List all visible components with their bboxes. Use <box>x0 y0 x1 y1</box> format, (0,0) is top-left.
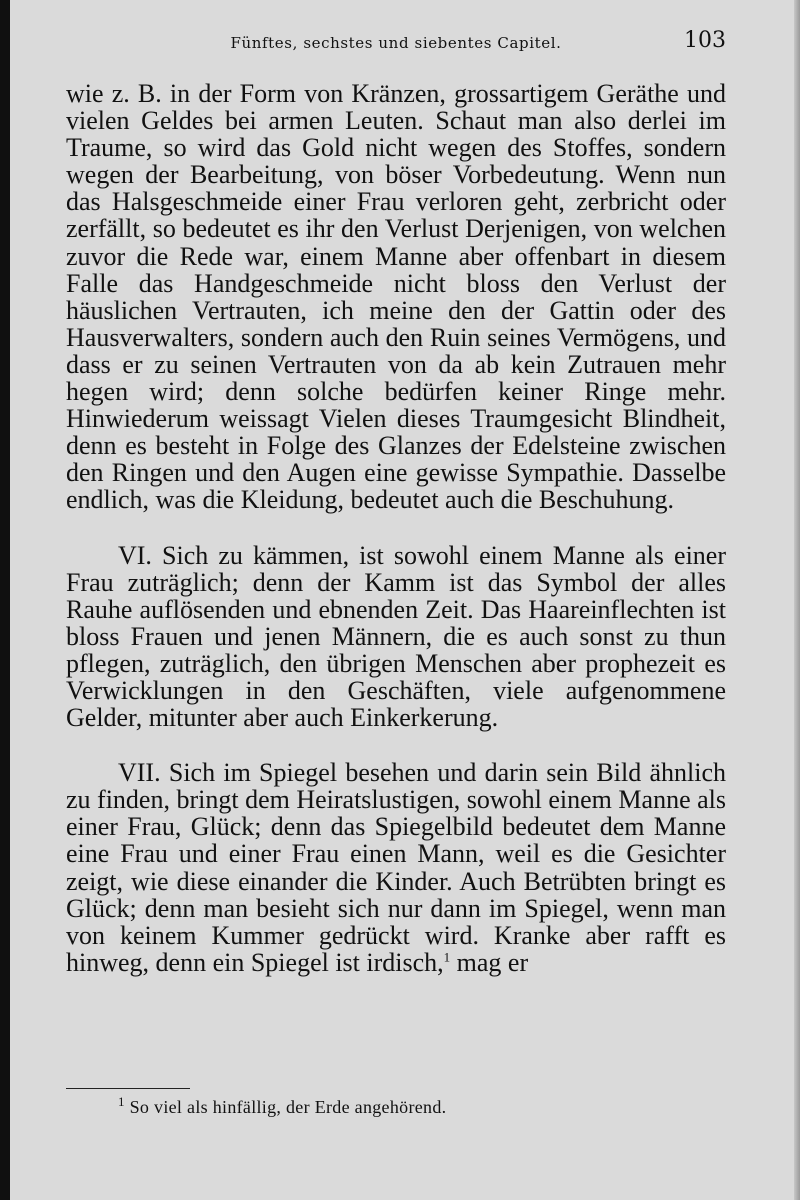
footnote-marker: 1 <box>118 1094 125 1109</box>
footnote-reference: 1 <box>443 949 451 965</box>
paragraph-text-after: mag er <box>450 947 529 977</box>
page-header <box>66 30 726 60</box>
paragraph-text: wie z. B. in der Form von Kränzen, grossartigem Geräthe und vielen Geldes bei armen Leuten. Schaut man also derlei im Traume, so wird das Gold nicht wegen des Stoffes, sondern wegen der Bearbeitung, von böser Vorbedeutung. Wenn nun das Halsgeschmeide einer Frau verloren geht, zerbricht oder zerfällt, so bedeutet es ihr den Verlust Derjenigen, von welchen zuvor die Rede war, einem Manne aber offenbart in diesem Falle das Handgeschmeide nicht bloss den Verlust der häuslichen Vertrauten, ich meine den der Gattin oder des Hausverwalters, sondern auch den Ruin seines Vermögens, und dass er zu seinen Vertrauten von da ab kein Zutrauen mehr hegen wird; denn solche bedürfen keiner Ringe mehr. Hinwiederum weissagt Vielen dieses Traumgesicht Blindheit, denn es besteht in Folge des Glanzes der Edelsteine zwischen den Ringen und den Augen eine gewisse Sympathie. Dasselbe endlich, was die Kleidung, bedeutet auch die Beschuhung. <box>66 79 726 515</box>
page-number: 103 <box>684 28 726 53</box>
paragraph-text: VII. Sich im Spiegel besehen und darin sein Bild ähnlich zu finden, bringt dem Heiratslustigen, sowohl einem Manne als einer Frau, Glück; denn das Spiegelbild bedeutet dem Manne eine Frau und einer Frau einen Mann, weil es die Gesichter zeigt, wie diese einander die Kinder. Auch Betrübten bringt es Glück; denn man besieht sich nur dann im Spiegel, wenn man von keinem Kummer gedrückt wird. Kranke aber rafft es hinweg, denn ein Spiegel ist irdisch, <box>66 758 726 977</box>
body-text <box>66 80 726 976</box>
scan-edge-left <box>0 0 10 1200</box>
paragraph-section-vii <box>66 759 726 976</box>
footnote <box>118 1094 447 1118</box>
scan-edge-right <box>794 0 800 1200</box>
paragraph-continuation <box>66 80 726 514</box>
paragraph-section-vi <box>66 542 726 732</box>
paragraph-text: VI. Sich zu kämmen, ist sowohl einem Manne als einer Frau zuträglich; denn der Kamm ist das Symbol der alles Rauhe auflösenden und ebnenden Zeit. Das Haareinflechten ist bloss Frauen und jenen Männern, die es auch sonst zu thun pflegen, zuträglich, den übrigen Menschen aber prophezeit es Verwicklungen in den Geschäften, viele aufgenommene Gelder, mitunter aber auch Einkerkerung. <box>66 540 726 733</box>
running-title: Fünftes, sechstes und siebentes Capitel. <box>230 34 562 52</box>
footnote-text: So viel als hinfällig, der Erde angehörend. <box>129 1097 447 1117</box>
footnote-rule <box>66 1088 190 1089</box>
